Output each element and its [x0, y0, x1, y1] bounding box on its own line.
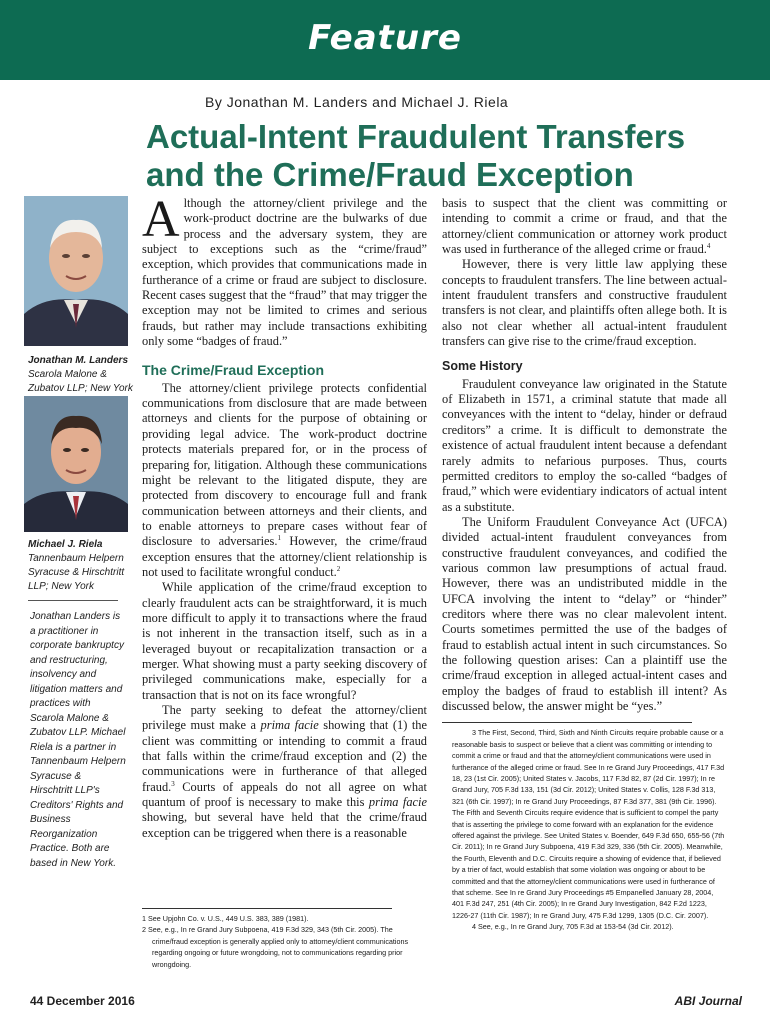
author-affiliation: Zubatov LLP; New York [28, 383, 133, 394]
author-caption-1 [28, 354, 133, 396]
author-photo-riela [24, 396, 128, 532]
author-name: Michael J. Riela [28, 539, 103, 550]
body-paragraph: While application of the crime/fraud exception to clearly fraudulent acts can be straightforward, it is much more difficult to apply it to transactions where the fraud is not inherent in the transaction itself, such as in a leveraged buyout or recapitalization transaction or a merger. What showing must a party seeking discovery of privileged communications make, especially for a transaction that is not on its face wrongful? [142, 580, 427, 702]
body-paragraph: The attorney/client privilege protects confidential communications from disclosure that are made between attorneys and clients for the purpose of obtaining or providing legal advice. The work-product doctrine protects materials prepared for, or in the process of preparing for, litigation. Although these communications might be relevant to the litigated dispute, they are protected from discovery to encourage full and frank communication between attorneys and their clients, and to enable attorneys to prepare cases without fear of disclosure to adversaries.$^1$ However, the crime/fraud exception ensures that the attorney/client relationship is not used to facilitate wrongful conduct.$^2$ [142, 380, 428, 579]
article-headline [146, 118, 756, 194]
author-photo-landers [24, 196, 128, 346]
intro-paragraph: Although the attorney/client privilege and the work-product doctrine are the bulwarks of due process and the adversary system, they are subject to exceptions such as the “crime/fraud” exception, which provides that communications made in furtherance of a crime or fraud are subject to disclosure. Recent cases suggest that the “fraud” that may trigger the exception may not be limited to crimes and serious frauds, but rather may include transactions exhibiting only some “badges of fraud.” [142, 191, 427, 349]
author-affiliation: Syracuse & Hirschtritt [28, 567, 125, 578]
author-caption-2 [28, 538, 124, 594]
body-paragraph: The Uniform Fraudulent Conveyance Act (UFCA) divided actual-intent fraudulent conveyances from constructive fraudulent conveyances, and codified the various common law presumptions of actual fraud. However, there was an undistributed middle in the UFCA involving the intent to “delay” or “hinder” creditors where there was no clear malevolent intent. Courts sometimes permitted the use of the badges of fraud to establish actual intent in such circumstances. So the following question arises: Can a plaintiff use the crime/fraud exception in alleged actual-intent cases and employ the badges of fraud to establish ill intent? As discussed below, the answer might be “yes.” [442, 514, 727, 713]
body-paragraph: basis to suspect that the client was committing or intending to commit a crime or fraud, and that the attorney/client communication or attorney work product was used in furtherance of the alleged crime or fraud.$^4$ [442, 196, 727, 257]
body-paragraph: Fraudulent conveyance law originated in the Statute of Elizabeth in 1571, a criminal statute that made all conveyances with the intent to “delay, hinder or defraud creditors” a crime. It is difficult to demonstrate the existence of actual fraudulent intent because a defendant rarely admits to nefarious purposes. Thus, courts permitted creditors to employ the so-called “badges of fraud,” which were evidentiary indicators of actual intent as a substitute. [442, 376, 727, 514]
author-name: Jonathan M. Landers [28, 355, 129, 366]
page-footer-issue: 44 December 2016 [30, 994, 135, 1008]
article-column-1 [142, 191, 428, 841]
author-affiliation: Tannenbaum Helpern [28, 553, 124, 564]
footnote: 1 See Upjohn Co. v. U.S., 449 U.S. 383, 389 (1981). [142, 914, 309, 923]
body-paragraph: The party seeking to defeat the attorney/client privilege must make a prima facie showing that (1) the client was committing or intending to commit a fraud that falls within the crime/fraud exception and (2) the communications were in furtherance of that alleged fraud.$^3$ Courts of appeals do not all agree on what quantum of proof is necessary to make this prima facie showing, but several have held that the crime/fraud exception can be triggered when there is a reasonable [142, 703, 428, 840]
headline-line-1: Actual-Intent Fraudulent Transfers [146, 118, 686, 155]
footnote-rule [142, 908, 392, 909]
author-affiliation: Scarola Malone & [28, 369, 107, 380]
byline: By Jonathan M. Landers and Michael J. Riela [205, 94, 509, 110]
body-paragraph: However, there is very little law applying these concepts to fraudulent transfers. The line between actual-intent fraudulent transfers and constructive fraudulent transfers is not clear, and plaintiffs often allege both. It is also not clear whether all actual-intent fraudulent transfers can give rise to the crime/fraud exception. [442, 257, 727, 349]
author-affiliation: LLP; New York [28, 581, 94, 592]
section-heading-crime-fraud: The Crime/Fraud Exception [142, 362, 325, 379]
footnote: 3 The First, Second, Third, Sixth and Ninth Circuits require probable cause or a reasonable basis to suspect or believe that a client was committing or intending to commit a crime or fraud and that the attorney/client communications were used in furtherance of the alleged crime or fraud. See In re Grand Jury Proceedings, 417 F.3d 18, 23 (1st Cir. 2005); United States v. Jacobs, 117 F.3d 82, 87 (2d Cir. 1997); In re Grand Jury, 705 F.3d 133, 151 (3d Cir. 2012); United States v. Collis, 128 F.3d 313, 321 (6th Cir. 1997); In re Grand Jury Proceedings, 87 F.3d 377, 381 (9th Cir. 1996). The Fifth and Seventh Circuits require evidence that is sufficient to compel the party that is asserting the privilege to come forward with an explanation for the evidence offered against the privilege. See United States v. Boender, 649 F.3d 650, 655-56 (7th Cir. 2011); In re Grand Jury Subpoena, 419 F.3d 329, 336 (5th Cir. 2005). Meanwhile, the Fourth, Eleventh and D.C. Circuits require a showing of evidence that, if believed by a trier of fact, would establish that some violation was ongoing or about to be committed and that the attorney/client communications were used in furtherance of that scheme. See In re Grand Jury Proceedings #5 Empanelled January 28, 2004, 401 F.3d 247, 251 (4th Cir. 2005); In re Grand Jury Investigation, 842 F.2d 1223, 1226-27 (11th Cir. 1987); In re Grand Jury, 475 F.3d 1299, 1305 (D.C. Cir. 2007). [452, 728, 725, 920]
page-footer-journal: ABI Journal [674, 994, 742, 1008]
article-column-2 [442, 196, 727, 933]
section-heading-some-history: Some History [442, 359, 523, 374]
headline-line-2: and the Crime/Fraud Exception [146, 156, 634, 193]
banner-title: Feature [308, 18, 462, 58]
footnotes-column-1 [142, 900, 427, 970]
sidebar-divider [28, 600, 118, 601]
feature-banner [0, 0, 770, 80]
author-bio: Jonathan Landers is a practitioner in corporate bankruptcy and restructuring, insolvency and litigation matters and practices with Scarola Malone & Zubatov LLP. Michael Riela is a partner in Tannenbaum Helpern Syracuse & Hirschtritt LLP's Creditors' Rights and Business Reorganization Practice. Both are based in New York. [30, 611, 126, 869]
drop-cap: A [142, 191, 180, 248]
footnote: 4 See, e.g., In re Grand Jury, 705 F.3d at 153-54 (3d Cir. 2012). [472, 922, 674, 932]
footnote: 2 See, e.g., In re Grand Jury Subpoena, 419 F.3d 329, 343 (5th Cir. 2005). The crime/fraud exception is generally applied only to attorney/client communications regarding ongoing or future wrongdoing, not to communications regarding prior wrongdoing. [142, 925, 409, 969]
footnote-rule [442, 722, 692, 723]
